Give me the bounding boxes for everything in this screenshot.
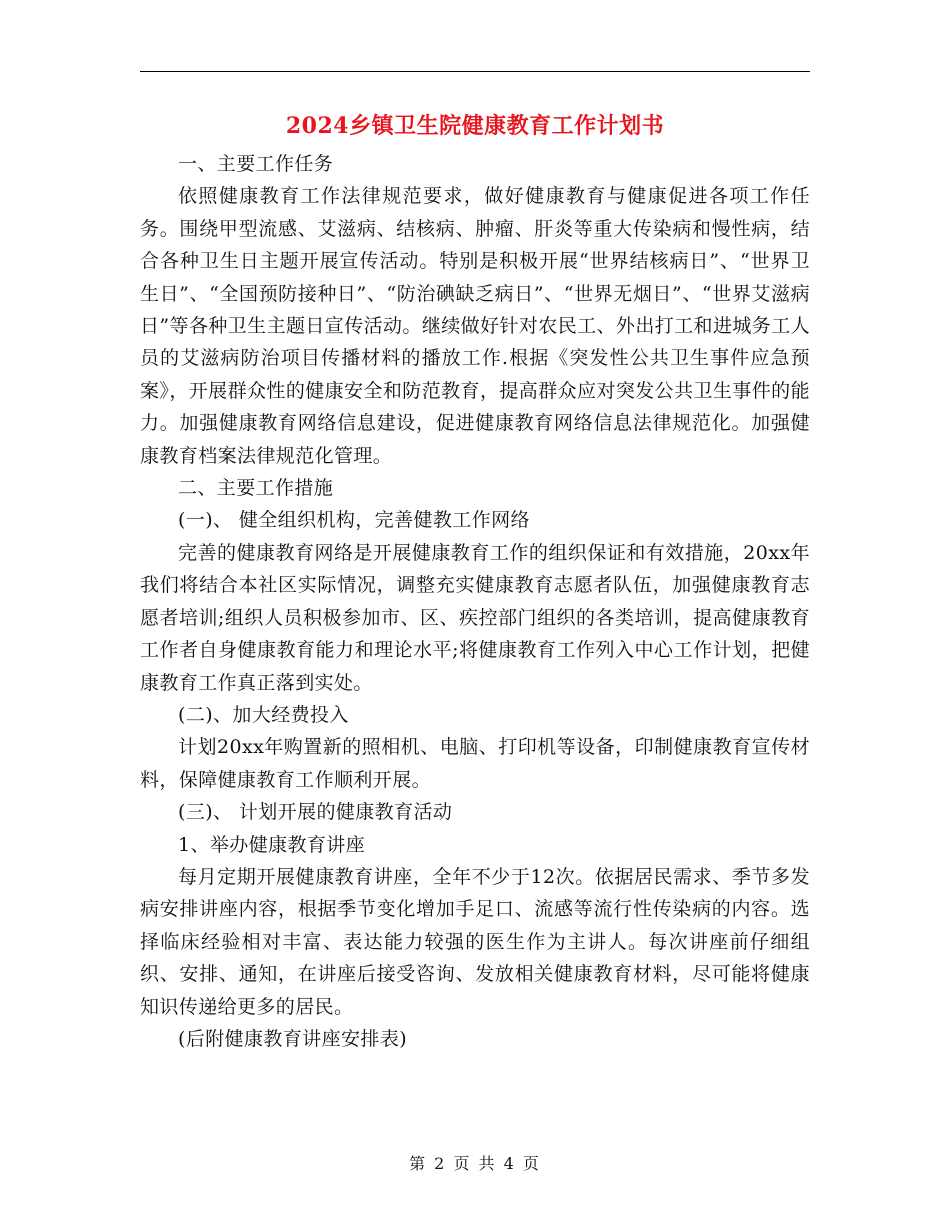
item-heading-lectures: 1、举办健康教育讲座 bbox=[178, 833, 366, 856]
section-heading-main-measures: 二、主要工作措施 bbox=[178, 477, 334, 500]
document-title: 2024乡镇卫生院健康教育工作计划书 bbox=[285, 113, 665, 139]
note-schedule-attached: (后附健康教育讲座安排表) bbox=[178, 1027, 408, 1050]
header-rule bbox=[140, 71, 810, 72]
section-heading-main-tasks: 一、主要工作任务 bbox=[178, 153, 334, 175]
page-number: 第 2 页 共 4 页 bbox=[409, 1154, 541, 1173]
subheading-activities: (三)、 计划开展的健康教育活动 bbox=[178, 801, 453, 824]
subheading-organization: (一)、 健全组织机构，完善健教工作网络 bbox=[178, 509, 530, 532]
paragraph-funding: 计划20xx年购置新的照相机、电脑、打印机等设备，印制健康教育宣传材料，保障健康教育工作顺利开展。 bbox=[140, 736, 810, 791]
paragraph-lectures: 每月定期开展健康教育讲座，全年不少于12次。依据居民需求、季节多发病安排讲座内容，根据季节变化增加手足口、流感等流行性传染病的内容。选择临床经验相对丰富、表达能力较强的医生作为主讲人。每次讲座前仔细组织、安排、通知，在讲座后接受咨询、发放相关健康教育材料，尽可能将健康知识传递给更多的居民。 bbox=[140, 865, 810, 1018]
subheading-funding: (二)、加大经费投入 bbox=[178, 703, 349, 726]
document-body bbox=[140, 148, 810, 1055]
paragraph-main-tasks: 依照健康教育工作法律规范要求，做好健康教育与健康促进各项工作任务。围绕甲型流感、艾滋病、结核病、肿瘤、肝炎等重大传染病和慢性病，结合各种卫生日主题开展宣传活动。特别是积极开展“世界结核病日”、“世界卫生日”、“全国预防接种日”、“防治碘缺乏病日”、“世界无烟日”、“世界艾滋病日”等各种卫生主题日宣传活动。继续做好针对农民工、外出打工和进城务工人员的艾滋病防治项目传播材料的播放工作.根据《突发性公共卫生事件应急预案》，开展群众性的健康安全和防范教育，提高群众应对突发公共卫生事件的能力。加强健康教育网络信息建设，促进健康教育网络信息法律规范化。加强健康教育档案法律规范化管理。 bbox=[140, 185, 810, 467]
paragraph-organization: 完善的健康教育网络是开展健康教育工作的组织保证和有效措施，20xx年我们将结合本社区实际情况，调整充实健康教育志愿者队伍，加强健康教育志愿者培训;组织人员积极参加市、区、疾控部门组织的各类培训，提高健康教育工作者自身健康教育能力和理论水平;将健康教育工作列入中心工作计划，把健康教育工作真正落到实处。 bbox=[140, 541, 810, 694]
